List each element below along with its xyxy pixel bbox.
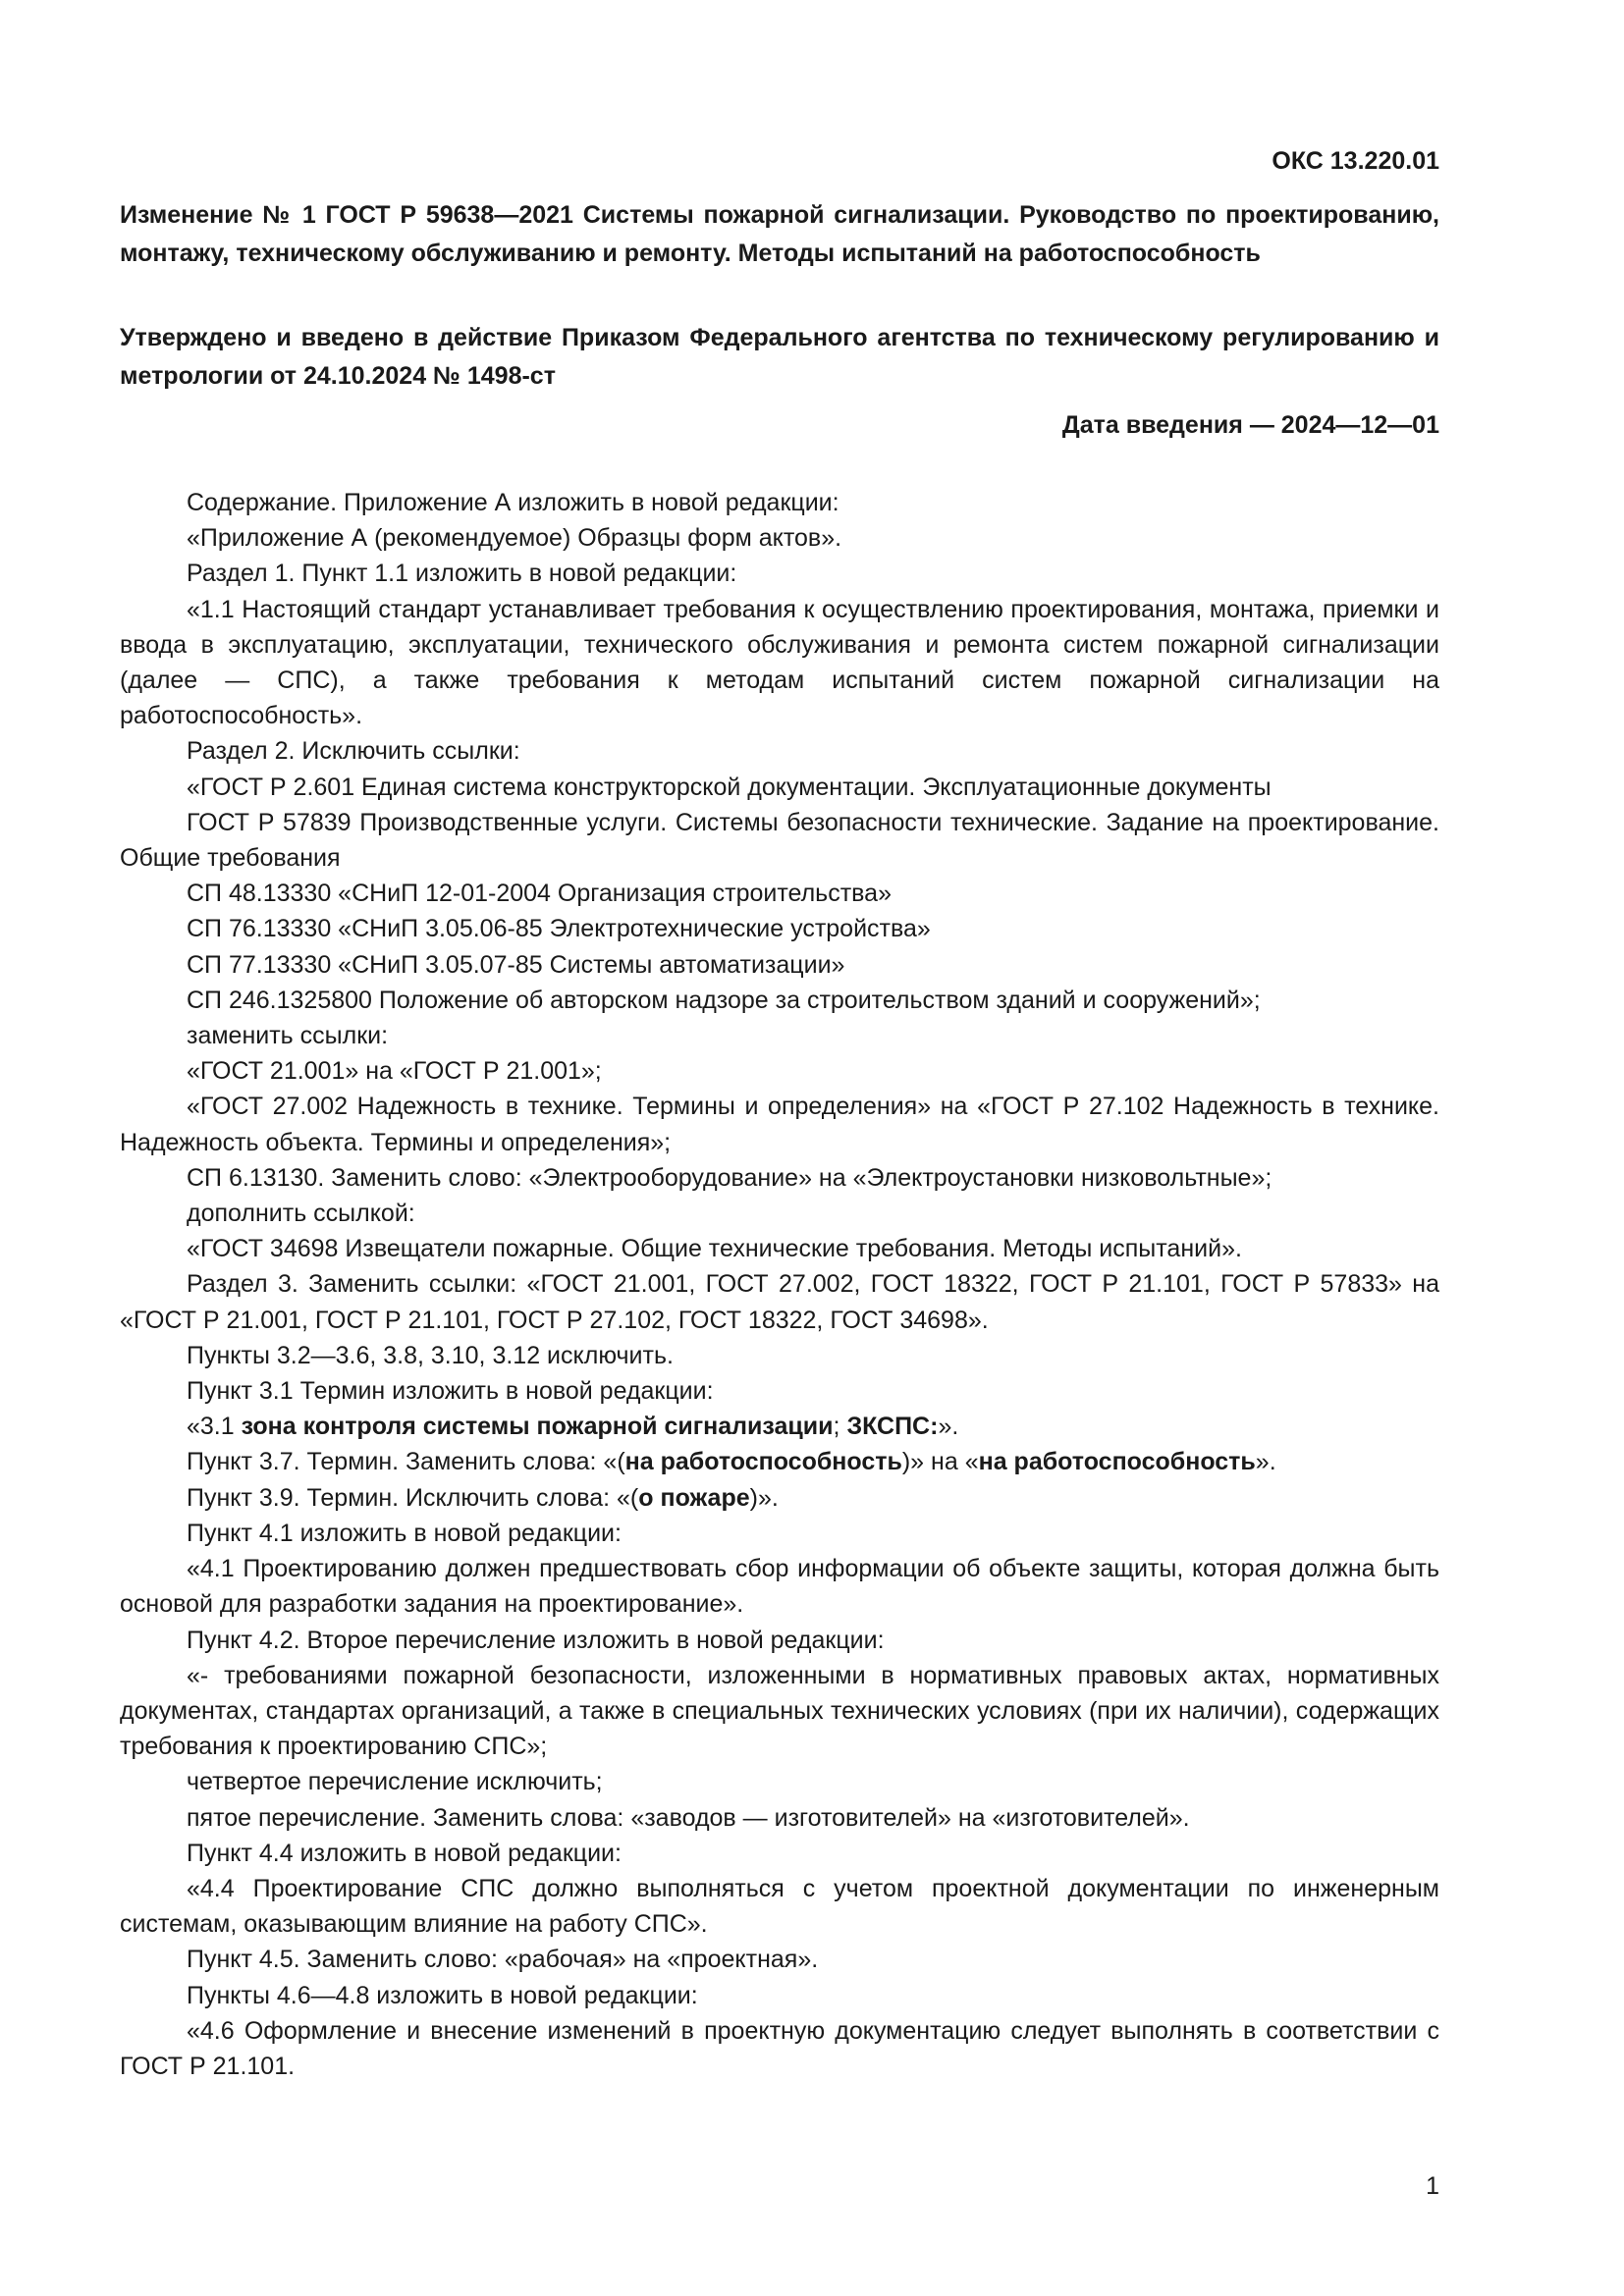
paragraph: Пункт 4.5. Заменить слово: «рабочая» на «проектная». bbox=[187, 1946, 819, 1974]
paragraph: Пункт 4.1 изложить в новой редакции: bbox=[187, 1519, 622, 1547]
term-paragraph bbox=[120, 1409, 1439, 1444]
bold-run: на работоспособность bbox=[624, 1448, 902, 1476]
paragraph: «4.1 Проектированию должен предшествовать сбор информации об объекте защиты, которая должна быть основой для разработки задания на проектирование». bbox=[120, 1555, 1439, 1619]
paragraph: Пункт 4.2. Второе перечисление изложить в новой редакции: bbox=[187, 1626, 885, 1654]
text-run: ; bbox=[833, 1413, 847, 1441]
paragraph: Пункты 3.2—3.6, 3.8, 3.10, 3.12 исключить. bbox=[187, 1341, 674, 1369]
effective-date: Дата введения — 2024—12—01 bbox=[1061, 411, 1439, 439]
paragraph: «ГОСТ 21.001» на «ГОСТ Р 21.001»; bbox=[187, 1057, 602, 1086]
paragraph: СП 48.13330 «СНиП 12-01-2004 Организация строительства» bbox=[187, 880, 892, 908]
paragraph: Раздел 1. Пункт 1.1 изложить в новой редакции: bbox=[187, 560, 737, 588]
paragraph: ГОСТ Р 57839 Производственные услуги. Системы безопасности технические. Задание на проектирование. Общие требования bbox=[120, 808, 1439, 873]
term-abbreviation: ЗКСПС: bbox=[846, 1413, 939, 1441]
text-run: ». bbox=[1255, 1448, 1276, 1476]
text-run: ». bbox=[938, 1413, 959, 1441]
text-run: )» на « bbox=[901, 1448, 979, 1476]
paragraph: «ГОСТ 27.002 Надежность в технике. Термины и определения» на «ГОСТ Р 27.102 Надежность в технике. Надежность объекта. Термины и определения»; bbox=[120, 1093, 1439, 1156]
paragraph: «Приложение А (рекомендуемое) Образцы форм актов». bbox=[187, 524, 842, 553]
paragraph: Раздел 2. Исключить ссылки: bbox=[187, 737, 520, 766]
paragraph: СП 76.13330 «СНиП 3.05.06-85 Электротехнические устройства» bbox=[187, 915, 931, 943]
paragraph: дополнить ссылкой: bbox=[187, 1200, 415, 1228]
paragraph: «ГОСТ Р 2.601 Единая система конструкторской документации. Эксплуатационные документы bbox=[187, 773, 1272, 801]
paragraph: «ГОСТ 34698 Извещатели пожарные. Общие технические требования. Методы испытаний». bbox=[187, 1235, 1242, 1263]
paragraph bbox=[120, 1480, 1439, 1516]
paragraph: Раздел 3. Заменить ссылки: «ГОСТ 21.001, ГОСТ 27.002, ГОСТ 18322, ГОСТ Р 21.101, ГОСТ Р 57833» на «ГОСТ Р 21.001, ГОСТ Р 21.101, ГОСТ Р 27.102, ГОСТ 18322, ГОСТ 34698». bbox=[120, 1270, 1439, 1334]
bold-run: на работоспособность bbox=[978, 1448, 1256, 1476]
paragraph: «1.1 Настоящий стандарт устанавливает требования к осуществлению проектирования, монтажа, приемки и ввода в эксплуатацию, эксплуатации, технического обслуживания и ремонта систем пожарной сигнализации (далее — СПС), а также требования к методам испытаний систем пожарной сигнализации на работоспособность». bbox=[120, 595, 1439, 730]
paragraph: пятое перечисление. Заменить слова: «заводов — изготовителей» на «изготовителей». bbox=[187, 1803, 1190, 1832]
paragraph: заменить ссылки: bbox=[187, 1022, 389, 1050]
page-number: 1 bbox=[1426, 2172, 1439, 2200]
paragraph: «4.4 Проектирование СПС должно выполняться с учетом проектной документации по инженерным системам, оказывающим влияние на работу СПС». bbox=[120, 1874, 1439, 1939]
paragraph: Пункт 4.4 изложить в новой редакции: bbox=[187, 1839, 622, 1867]
amendment-title: Изменение № 1 ГОСТ Р 59638—2021 Системы пожарной сигнализации. Руководство по проектированию, монтажу, техническому обслуживанию и ремонту. Методы испытаний на работоспособность bbox=[120, 201, 1439, 267]
paragraph: Пункты 4.6—4.8 изложить в новой редакции: bbox=[187, 1981, 698, 2009]
text-run: Пункт 3.9. Термин. Исключить слова: «( bbox=[187, 1483, 639, 1512]
text-run: Пункт 3.7. Термин. Заменить слова: «( bbox=[187, 1448, 625, 1476]
text-run: «3.1 bbox=[187, 1413, 242, 1441]
document-body bbox=[120, 485, 1439, 2084]
paragraph: СП 77.13330 «СНиП 3.05.07-85 Системы автоматизации» bbox=[187, 950, 845, 979]
paragraph: «4.6 Оформление и внесение изменений в проектную документацию следует выполнять в соответствии с ГОСТ Р 21.101. bbox=[120, 2016, 1439, 2080]
paragraph: «- требованиями пожарной безопасности, изложенными в нормативных правовых актах, нормативных документах, стандартах организаций, а также в специальных технических условиях (при их наличии), содержащих требования к проектированию СПС»; bbox=[120, 1661, 1439, 1761]
paragraph: СП 6.13130. Заменить слово: «Электрооборудование» на «Электроустановки низковольтные»; bbox=[187, 1163, 1272, 1192]
paragraph: четвертое перечисление исключить; bbox=[187, 1768, 603, 1796]
oks-code: ОКС 13.220.01 bbox=[1272, 147, 1439, 175]
text-run: )». bbox=[749, 1483, 779, 1512]
paragraph: Пункт 3.1 Термин изложить в новой редакции: bbox=[187, 1377, 714, 1406]
paragraph bbox=[120, 1444, 1439, 1479]
bold-run: о пожаре bbox=[638, 1483, 750, 1512]
paragraph: СП 246.1325800 Положение об авторском надзоре за строительством зданий и сооружений»; bbox=[187, 986, 1261, 1014]
paragraph: Содержание. Приложение А изложить в новой редакции: bbox=[187, 489, 839, 516]
term-name: зона контроля системы пожарной сигнализации bbox=[241, 1413, 834, 1441]
approval-statement: Утверждено и введено в действие Приказом Федерального агентства по техническому регулированию и метрологии от 24.10.2024 № 1498-ст bbox=[120, 324, 1439, 390]
